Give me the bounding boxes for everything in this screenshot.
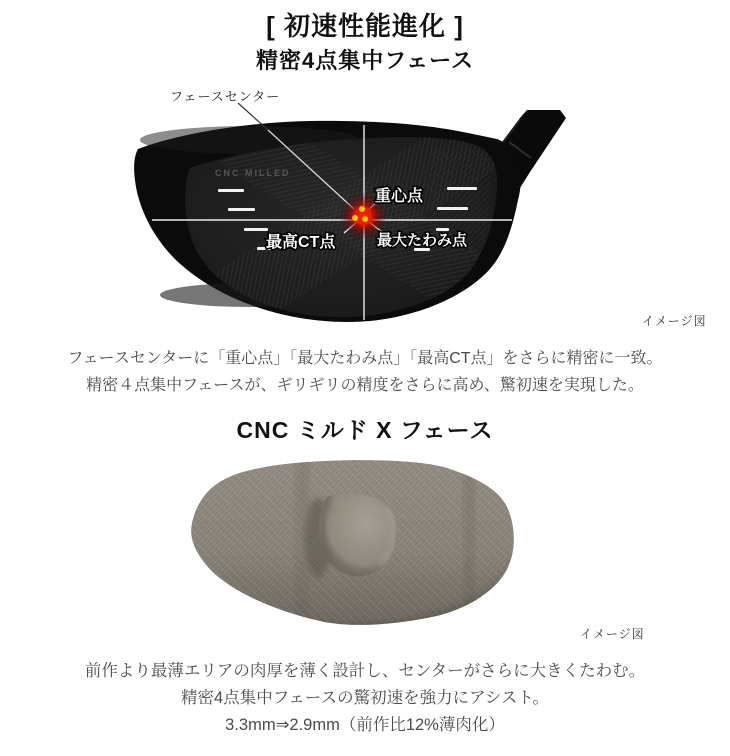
section1-title: [ 初速性能進化 ] [266,11,464,41]
paragraph-line: 精密４点集中フェースが、ギリギリの精度をさらに高め、驚初速を実現した。 [86,377,644,394]
section2-paragraph [0,658,730,739]
label-max-flex-point: 最大たわみ点 [377,232,468,249]
paragraph-line: 精密4点集中フェースの驚初速を強力にアシスト。 [181,689,549,707]
label-center-of-gravity: 重心点 [375,188,424,205]
driver-head-illustration [80,95,660,335]
image-note-2: イメージ図 [580,627,645,641]
paragraph-line: 前作より最薄エリアの肉厚を薄く設計し、センターがさらに大きくたわむ。 [84,662,646,680]
paragraph-line: フェースセンターに「重心点」「最大たわみ点」「最高CT点」をさらに精密に一致。 [67,350,663,367]
face-center-callout: フェースセンター [170,89,281,104]
image-note-1: イメージ図 [642,314,707,328]
section1-paragraph [0,345,730,399]
face-plate-illustration [180,450,525,635]
paragraph-line: 3.3mm⇒2.9mm（前作比12%薄肉化） [225,716,505,734]
label-max-ct-point: 最高CT点 [266,234,336,251]
section1-subtitle: 精密4点集中フェース [255,48,475,73]
section2-title: CNC ミルド X フェース [236,417,494,443]
face-plate-texture [180,450,525,635]
cnc-milled-print: CNC MILLED [215,168,291,178]
